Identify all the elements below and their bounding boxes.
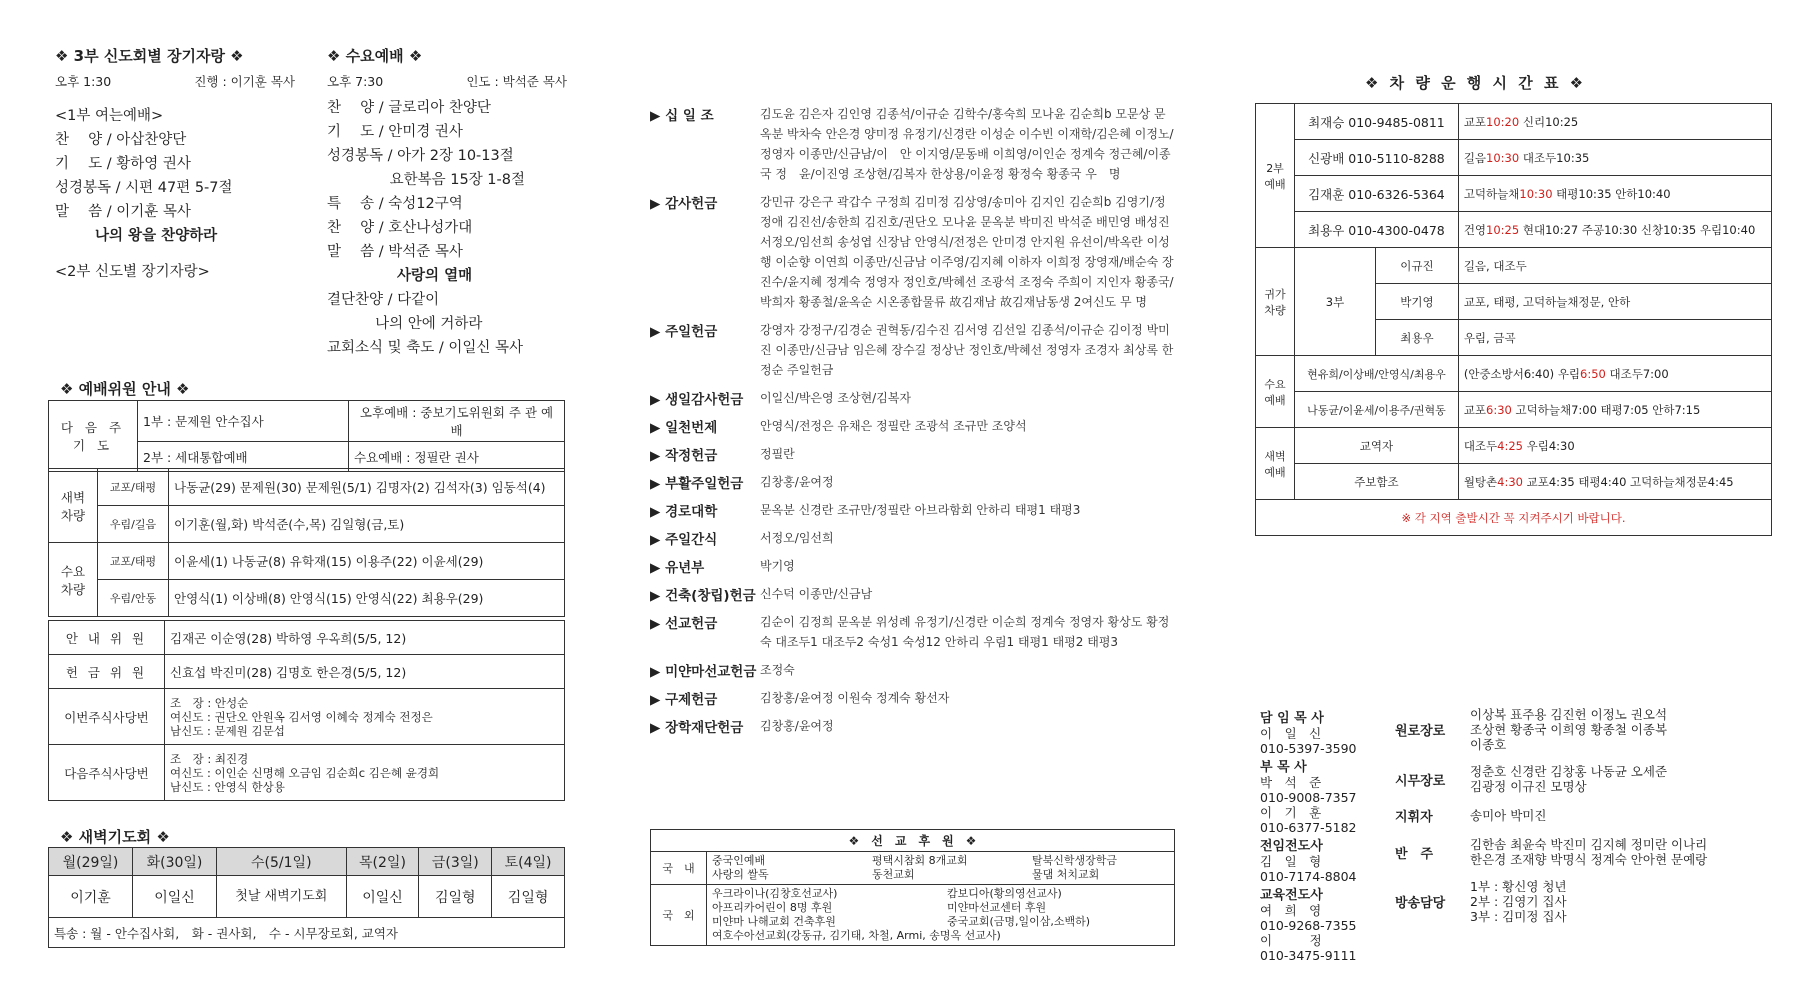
day-header: 금(3일) — [419, 848, 492, 876]
staff-group-label: 반 주 — [1395, 846, 1434, 862]
shuttle-note: ※ 각 지역 출발시간 꼭 지켜주시기 바랍니다. — [1256, 500, 1772, 536]
offering-row — [650, 320, 1175, 380]
domestic-item: 물댐 처치교회 — [1032, 868, 1100, 881]
route-segment: 신리10:25 — [1519, 114, 1579, 129]
staff-group — [1395, 764, 1780, 794]
foreign-label: 국 외 — [651, 885, 707, 946]
wednesday-leader: 인도 : 박석준 목사 — [466, 74, 567, 89]
route-segment: 4:25 — [1497, 438, 1523, 453]
shuttle-table — [1255, 103, 1772, 536]
staff-group-label: 시무장로 — [1395, 773, 1446, 789]
shuttle-route — [1458, 212, 1771, 248]
staff-group — [1395, 806, 1780, 825]
shuttle-title: ❖ 차 량 운 행 시 간 표 ❖ — [1365, 74, 1587, 92]
staff-right — [1395, 707, 1780, 936]
staff-phone: 010-9268-7355 — [1260, 918, 1357, 933]
offering-names: 박기영 — [760, 559, 795, 573]
staff-group-line: 송미아 박미진 — [1470, 808, 1547, 823]
shuttle-driver: 주보함조 — [1295, 464, 1459, 500]
dawn-prayer-title: ❖ 새벽기도회 ❖ — [60, 828, 170, 846]
staff-phone: 010-5397-3590 — [1260, 741, 1357, 756]
this-week-line: 남신도 : 문제원 김문섭 — [170, 723, 285, 738]
part1-line: 기 도 / 황하영 권사 — [55, 156, 191, 172]
next-week-label: 다음주식사당번 — [49, 745, 165, 801]
offering-names: 신수덕 이종만/신금남 — [760, 587, 873, 601]
staff-group-label: 원로장로 — [1395, 724, 1446, 739]
route-segment: 교포 — [1463, 114, 1487, 129]
offering-label: ▶ 장학재단헌금 — [650, 720, 744, 736]
dawn-prayer-note: 특송 : 월 - 안수집사회, 화 - 권사회, 수 - 시무장로회, 교역자 — [49, 918, 565, 948]
day-header: 목(2일) — [346, 848, 419, 876]
staff-entry — [1260, 805, 1400, 835]
offering-row — [650, 660, 1175, 680]
next-week-line: 남신도 : 안영식 한상용 — [170, 779, 285, 794]
prayer-1st: 1부 : 문제원 안수집사 — [138, 401, 349, 442]
part1-line: 찬 양 / 아삽찬양단 — [55, 132, 187, 148]
offering-label: ▶ 부활주일헌금 — [650, 476, 744, 492]
foreign-item: 미얀마선교센터 후원 — [947, 901, 1047, 914]
wednesday-line: 교회소식 및 축도 / 이일신 목사 — [327, 340, 524, 356]
offering-row — [650, 612, 1175, 652]
vehicle-table — [48, 468, 565, 617]
staff-group-line: 김광정 이규진 모명상 — [1470, 779, 1587, 794]
prayer-label: 다 음 주 기 도 — [49, 401, 138, 472]
this-week-line: 조 장 : 안성순 — [170, 695, 249, 710]
staff-group-line: 2부 : 김영기 집사 — [1470, 894, 1567, 909]
offering-row — [650, 716, 1175, 736]
route-segment: 대조두 — [1463, 438, 1498, 453]
offering-names: 김도윤 김은자 김인영 김종석/이규순 김학수/홍숙희 모나윤 김순희b 모문상 문옥분 박차숙 안은경 양미정 유정기/신경란 이성순 이수빈 이재학/김은혜 이정노/정영자 이종만/신금남/이 안 이지영/문동배 이희영/이인순 정계숙 정근혜/이종국 정 윤/이진영 조상현/김복자 한상용/이윤정 황정숙 황종국 우 명 — [760, 107, 1174, 181]
shuttle-driver: 나동균/이윤세/이용주/권혁동 — [1295, 392, 1459, 428]
offering-label: ▶ 일천번제 — [650, 420, 718, 436]
wed-shuttle-label: 수요 예배 — [1256, 356, 1295, 428]
offering-label: ▶ 십 일 조 — [650, 108, 714, 124]
return-route: 교포, 태평, 고덕하늘채정문, 안하 — [1458, 284, 1771, 320]
committee-table-2 — [48, 620, 565, 801]
dawn-route: 교포/태평 — [98, 469, 169, 506]
offering-label: ▶ 건축(창립)헌금 — [650, 588, 756, 604]
offering-label: ▶ 생일감사헌금 — [650, 392, 744, 408]
day-leader: 첫날 새벽기도회 — [217, 876, 347, 918]
offering-label: ▶ 구제헌금 — [650, 692, 718, 708]
foreign-item: 아프리카어린이 8명 후원 — [712, 901, 833, 914]
staff-name: 이 정 — [1260, 933, 1322, 948]
shuttle-driver: 김재훈 010-6326-5364 — [1295, 176, 1459, 212]
shuttle-driver: 신광배 010-5110-8288 — [1295, 140, 1459, 176]
wed-route: 교포/태평 — [98, 543, 169, 580]
return-driver: 최용우 — [1376, 320, 1459, 356]
guide-names: 김재곤 이순영(28) 박하영 우옥희(5/5, 12) — [165, 621, 565, 655]
offering-label: ▶ 감사헌금 — [650, 196, 718, 212]
route-segment: 우림4:30 — [1522, 438, 1575, 453]
route-segment: 길음 — [1463, 150, 1487, 165]
offering-names: 서정오/임선희 — [760, 531, 834, 545]
guide-label: 안 내 위 원 — [49, 621, 165, 655]
shuttle-driver: 최용우 010-4300-0478 — [1295, 212, 1459, 248]
part1-line: 성경봉독 / 시편 47편 5-7절 — [55, 180, 233, 196]
route-segment: 10:25 — [1486, 222, 1520, 237]
offering-label: ▶ 주일헌금 — [650, 324, 718, 340]
wednesday-time: 오후 7:30 — [327, 74, 384, 89]
offering-row — [650, 584, 1175, 604]
route-segment: 현대10:27 주공10:30 신창10:35 우림10:40 — [1519, 222, 1756, 237]
committee-title: ❖ 예배위원 안내 ❖ — [60, 380, 190, 398]
offering-row — [650, 444, 1175, 464]
offering-row — [650, 472, 1175, 492]
offering-row — [650, 528, 1175, 548]
day-leader: 이일신 — [133, 876, 217, 918]
route-segment: 4:30 — [1497, 474, 1523, 489]
foreign-item: 미얀마 나해교회 건축후원 — [712, 915, 836, 928]
route-segment: 교포4:35 태평4:40 고덕하늘채정문4:45 — [1522, 474, 1734, 489]
offering-row — [650, 192, 1175, 312]
staff-group — [1395, 837, 1780, 867]
wednesday-line: 찬 양 / 글로리아 찬양단 — [327, 100, 491, 116]
offering-label: ▶ 유년부 — [650, 560, 705, 576]
wed-vehicle-label: 수요 차량 — [49, 543, 98, 617]
offering-names: 김창홍/윤여정 이원숙 정계숙 황선자 — [760, 691, 950, 705]
foreign-item: 캄보디아(황의영선교사) — [947, 887, 1062, 900]
wednesday-line: 결단찬양 / 다같이 — [327, 292, 440, 308]
staff-group-line: 정춘호 신경란 김창홍 나동균 오세준 — [1470, 764, 1668, 779]
staff-group-line: 김한솜 최윤숙 박진미 김지혜 정미란 이나리 — [1470, 837, 1708, 852]
route-segment: 6:50 — [1580, 366, 1606, 381]
offering-label: ▶ 미얀마선교헌금 — [650, 664, 757, 680]
staff-group-label: 방송담당 — [1395, 896, 1446, 911]
offering-row — [650, 388, 1175, 408]
shuttle-route — [1458, 140, 1771, 176]
part1-sermon-title: 나의 왕을 찬양하라 — [95, 228, 218, 244]
staff-name: 이 기 훈 — [1260, 805, 1322, 820]
staff-phone: 010-9008-7357 — [1260, 790, 1357, 805]
route-segment: 월탕촌 — [1463, 474, 1498, 489]
route-segment: 고덕하늘채7:00 태평7:05 안하7:15 — [1511, 402, 1701, 417]
return-driver: 박기영 — [1376, 284, 1459, 320]
third-service-title: ❖ 3부 신도회별 장기자랑 ❖ — [55, 47, 244, 65]
staff-group-line: 이종호 — [1470, 737, 1507, 752]
wednesday-sermon-title: 사랑의 열매 — [397, 268, 473, 284]
offering-row — [650, 104, 1175, 184]
dawn-vehicle-label: 새벽 차량 — [49, 469, 98, 543]
domestic-item: 동천교회 — [872, 868, 915, 881]
third-service-leader: 진행 : 이기훈 목사 — [194, 74, 295, 89]
staff-group-line: 한은경 조재향 박명식 정계숙 안아현 문예랑 — [1470, 852, 1708, 867]
wed-route: 우림/안동 — [98, 580, 169, 617]
day-header: 화(30일) — [133, 848, 217, 876]
domestic-item: 평택시참회 8개교회 — [872, 854, 968, 867]
dawn-drivers: 나동균(29) 문제원(30) 문제원(5/1) 김명자(2) 김석자(3) 임동석(4) — [169, 469, 565, 506]
offering-names: 조정숙 — [760, 663, 795, 677]
staff-name: 김 일 형 — [1260, 854, 1322, 869]
offering-names: 신효섭 박진미(28) 김명호 한은경(5/5, 12) — [165, 655, 565, 689]
staff-role: 교육전도사 — [1260, 888, 1323, 903]
day-leader: 이기훈 — [49, 876, 133, 918]
dawn-route: 우림/길음 — [98, 506, 169, 543]
staff-phone: 010-3475-9111 — [1260, 948, 1357, 963]
return-part: 3부 — [1295, 248, 1376, 356]
foreign-item: 우크라이나(김창호선교사) — [712, 887, 838, 900]
domestic-label: 국 내 — [651, 852, 707, 885]
offering-names: 문옥분 신경란 조규만/정필란 아브라함회 안하리 태평1 태평3 — [760, 503, 1081, 517]
offering-names: 김순이 김정희 문옥분 위성례 유정기/신경란 이순희 정계숙 정영자 황상도 황정숙 대조두1 대조두2 숙성1 숙성12 안하리 우림1 태평1 태평2 태평3 — [760, 615, 1170, 649]
section-third-service — [55, 45, 295, 284]
offering-names: 정필란 — [760, 447, 795, 461]
wednesday-title: ❖ 수요예배 ❖ — [327, 47, 423, 65]
prayer-afternoon: 오후예배 : 중보기도위원회 주 관 예 배 — [349, 401, 565, 442]
route-segment: 건영 — [1463, 222, 1487, 237]
next-week-line: 조 장 : 최진경 — [170, 751, 249, 766]
staff-name: 이 일 신 — [1260, 726, 1322, 741]
route-segment: 대조두7:00 — [1605, 366, 1669, 381]
offering-label: 헌 금 위 원 — [49, 655, 165, 689]
offerings-list — [650, 104, 1175, 744]
offering-label: ▶ 작정헌금 — [650, 448, 718, 464]
route-segment: 10:20 — [1486, 114, 1520, 129]
domestic-item: 탈북신학생장학금 — [1032, 854, 1118, 867]
route-segment: 태평10:35 안하10:40 — [1552, 186, 1671, 201]
shuttle-route — [1458, 428, 1771, 464]
staff-group — [1395, 879, 1780, 924]
offering-names: 이일신/박은영 조상현/김복자 — [760, 391, 912, 405]
staff-role: 전임전도사 — [1260, 839, 1323, 854]
staff-group — [1395, 707, 1780, 752]
domestic-item: 사랑의 쌀독 — [712, 868, 769, 881]
offering-row — [650, 688, 1175, 708]
staff-name: 박 석 준 — [1260, 775, 1322, 790]
route-segment: 대조두10:35 — [1519, 150, 1590, 165]
dawn-drivers: 이기훈(월,화) 박석준(수,목) 김일형(금,토) — [169, 506, 565, 543]
shuttle-route — [1458, 356, 1771, 392]
staff-entry — [1260, 835, 1400, 884]
staff-group-line: 이상복 표주용 김진헌 이정노 권오석 — [1470, 707, 1668, 722]
staff-group-label: 지휘자 — [1395, 810, 1433, 825]
part1-line: 말 씀 / 이기훈 목사 — [55, 204, 191, 220]
offering-row — [650, 556, 1175, 576]
return-label: 귀가 차량 — [1256, 248, 1295, 356]
route-segment: 교포 — [1463, 402, 1487, 417]
section-wednesday-service — [327, 45, 567, 360]
wednesday-line: 특 송 / 숙성12구역 — [327, 196, 463, 212]
return-route: 우림, 금곡 — [1458, 320, 1771, 356]
wednesday-line: 나의 안에 거하라 — [327, 316, 483, 332]
shuttle-driver: 현유희/이상배/안영식/최용우 — [1295, 356, 1459, 392]
shuttle-route — [1458, 464, 1771, 500]
route-segment: 10:30 — [1519, 186, 1553, 201]
offering-label: ▶ 경로대학 — [650, 504, 718, 520]
offering-names: 김창홍/윤여정 — [760, 719, 834, 733]
offering-row — [650, 416, 1175, 436]
wednesday-line: 기 도 / 안미경 권사 — [327, 124, 463, 140]
prayer-wednesday: 수요예배 : 정필란 권사 — [349, 442, 565, 472]
shuttle-route — [1458, 104, 1771, 140]
offering-names: 안영식/전정은 유채은 정필란 조광석 조규만 조양석 — [760, 419, 1027, 433]
shuttle-route — [1458, 176, 1771, 212]
part2-title: <2부 신도별 장기자랑> — [55, 264, 210, 280]
committee-table — [48, 400, 565, 472]
staff-group-line: 조상현 황종국 이희영 황종철 이종복 — [1470, 722, 1668, 737]
staff-name: 여 희 영 — [1260, 903, 1322, 918]
staff-role: 담 임 목 사 — [1260, 711, 1324, 726]
dawn-prayer-table — [48, 847, 565, 948]
shuttle-route — [1458, 392, 1771, 428]
offering-label: ▶ 주일간식 — [650, 532, 718, 548]
part1-title: <1부 여는예배> — [55, 108, 164, 124]
offering-names: 김창홍/윤여정 — [760, 475, 834, 489]
shuttle-driver: 교역자 — [1295, 428, 1459, 464]
offering-names: 강영자 강정구/김경순 권혁동/김수진 김서영 김선일 김종석/이규순 김이정 박미진 이종만/신금남 임은혜 장수길 정상난 정인호/박혜선 정영자 조경자 최상록 한정순 주일헌금 — [760, 323, 1174, 377]
staff-left — [1260, 707, 1400, 963]
sunday2-label: 2부 예배 — [1256, 104, 1295, 248]
route-segment: 고덕하늘채 — [1463, 186, 1520, 201]
route-segment: 6:30 — [1486, 402, 1512, 417]
this-week-line: 여신도 : 권단오 안원옥 김서영 이혜숙 정계숙 전정은 — [170, 709, 433, 724]
mission-title: ❖ 선 교 후 원 ❖ — [651, 830, 1175, 852]
staff-entry — [1260, 756, 1400, 805]
offering-label: ▶ 선교헌금 — [650, 616, 718, 632]
staff-phone: 010-6377-5182 — [1260, 820, 1357, 835]
staff-entry — [1260, 884, 1400, 933]
staff-role: 부 목 사 — [1260, 760, 1307, 775]
third-service-time: 오후 1:30 — [55, 74, 112, 89]
wed-drivers: 안영식(1) 이상배(8) 안영식(15) 안영식(22) 최용우(29) — [169, 580, 565, 617]
day-leader: 김일형 — [492, 876, 565, 918]
mission-table — [650, 829, 1175, 946]
domestic-item: 중국인예배 — [712, 854, 766, 867]
staff-group-line: 1부 : 황신영 청년 — [1470, 879, 1567, 894]
wednesday-line: 요한복음 15장 1-8절 — [327, 172, 526, 188]
foreign-item: 중국교회(금명,일이삼,소백하) — [947, 915, 1091, 928]
offering-names: 강민규 강은구 곽갑수 구정희 김미정 김상영/송미아 김지인 김순희b 김영기/정정애 김진선/송한희 김진호/권단오 모나윤 문옥분 박미진 박석준 배민영 배성진 서정오/임선희 송성엽 신장남 안영식/전정은 안미경 안지원 유선이/박옥란 이성행 이순향 이연희 이종만/신금남 이주영/김지혜 이하자 이희정 장영재/배순숙 장진수/윤지혜 정계숙 정영자 정인호/박혜선 조광석 조정숙 주희이 지인자 황종국/박희자 황종철/윤옥순 시온종합물류 故김재남 故김재남동생 2여신도 무 명 — [760, 195, 1174, 309]
return-driver: 이규진 — [1376, 248, 1459, 284]
day-leader: 이일신 — [346, 876, 419, 918]
staff-group-line: 3부 : 김미정 집사 — [1470, 909, 1567, 924]
route-segment: 10:30 — [1486, 150, 1520, 165]
staff-entry — [1260, 707, 1400, 756]
day-header: 월(29일) — [49, 848, 133, 876]
foreign-item: 여호수아선교회(강동규, 김기태, 차철, Armi, 송명옥 선교사) — [712, 929, 1001, 942]
prayer-2nd: 2부 : 세대통합예배 — [138, 442, 349, 472]
wed-drivers: 이윤세(1) 나동균(8) 유학재(15) 이용주(22) 이윤세(29) — [169, 543, 565, 580]
offering-row — [650, 500, 1175, 520]
return-route: 길음, 대조두 — [1458, 248, 1771, 284]
day-header: 토(4일) — [492, 848, 565, 876]
wednesday-line: 말 씀 / 박석준 목사 — [327, 244, 463, 260]
day-leader: 김일형 — [419, 876, 492, 918]
route-segment: (안중소방서6:40) 우림 — [1463, 366, 1581, 381]
shuttle-driver: 최재승 010-9485-0811 — [1295, 104, 1459, 140]
next-week-line: 여신도 : 이인순 신명해 오금임 김순희c 김은혜 윤경희 — [170, 765, 440, 780]
staff-phone: 010-7174-8804 — [1260, 869, 1357, 884]
staff-entry — [1260, 933, 1400, 963]
dawn-shuttle-label: 새벽 예배 — [1256, 428, 1295, 500]
wednesday-line: 찬 양 / 호산나성가대 — [327, 220, 473, 236]
day-header: 수(5/1일) — [217, 848, 347, 876]
this-week-label: 이번주식사당번 — [49, 689, 165, 745]
wednesday-line: 성경봉독 / 아가 2장 10-13절 — [327, 148, 514, 164]
